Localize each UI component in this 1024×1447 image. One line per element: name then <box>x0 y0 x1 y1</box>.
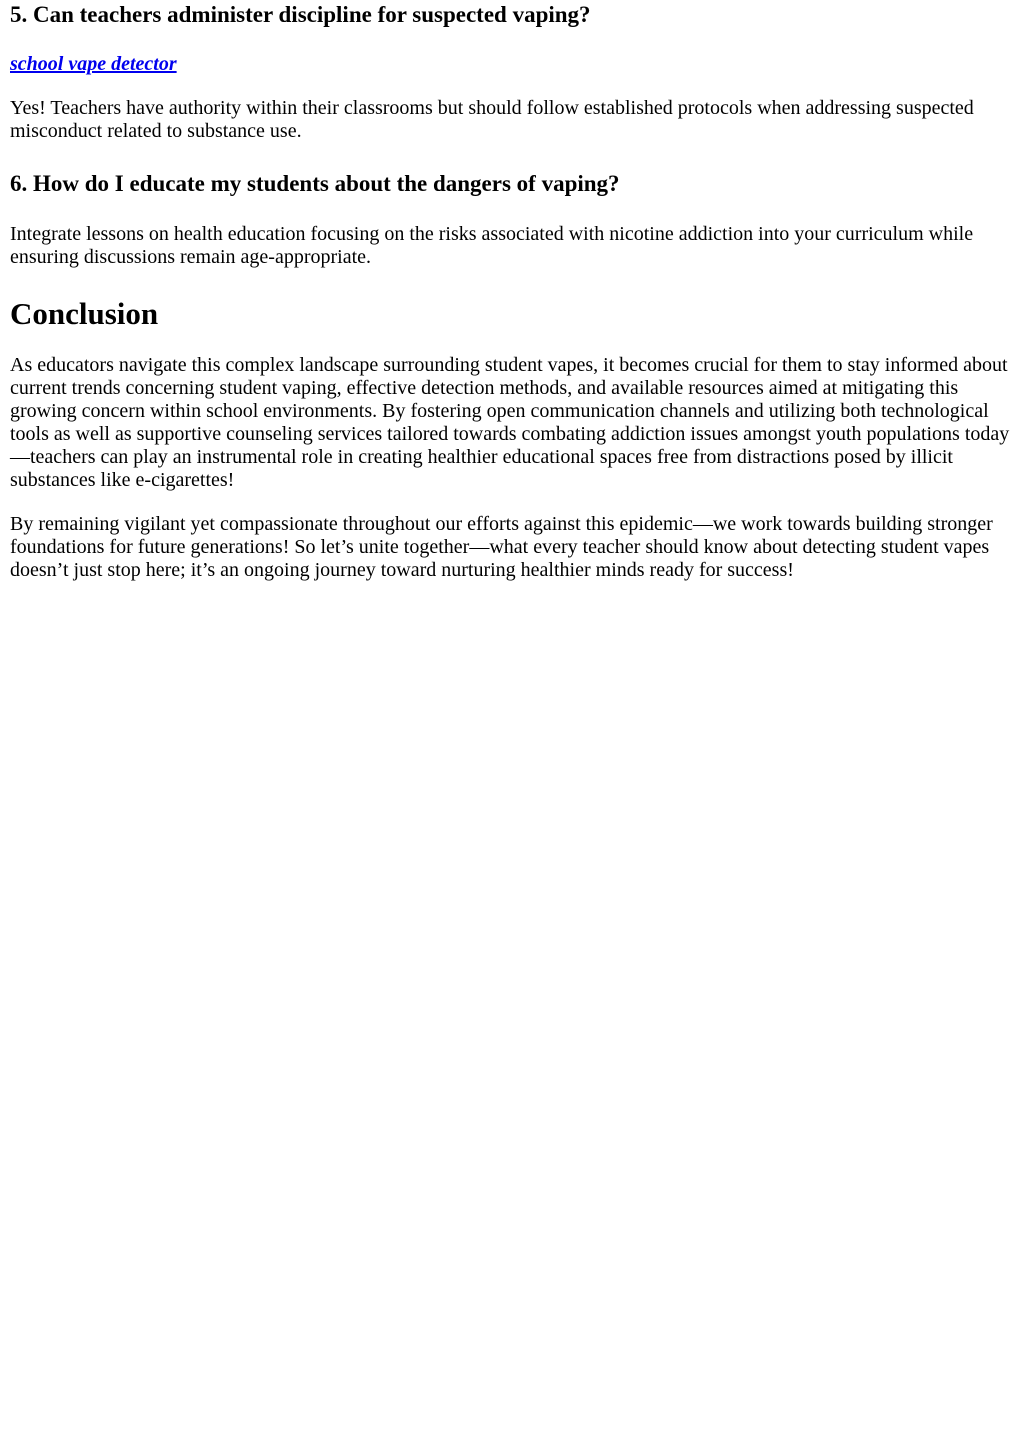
conclusion-heading: Conclusion <box>10 296 159 331</box>
article-body <box>0 1 1024 582</box>
faq-answer-5: Yes! Teachers have authority within their classrooms but should follow established protocols when addressing suspected misconduct related to substance use. <box>10 97 974 142</box>
faq-question-5-heading: 5. Can teachers administer discipline for suspected vaping? <box>10 2 591 27</box>
school-vape-detector-link[interactable]: school vape detector <box>10 53 177 75</box>
link-paragraph <box>10 53 1014 76</box>
faq-question-6-heading: 6. How do I educate my students about the dangers of vaping? <box>10 171 620 196</box>
conclusion-paragraph-1: As educators navigate this complex landscape surrounding student vapes, it becomes crucial for them to stay informed about current trends concerning student vaping, effective detection methods, and available resources aimed at mitigating this growing concern within school environments. By fostering open communication channels and utilizing both technological tools as well as supportive counseling services tailored towards combating addiction issues amongst youth populations today—teachers can play an instrumental role in creating healthier educational spaces free from distractions posed by illicit substances like e-cigarettes! <box>10 354 1010 491</box>
conclusion-paragraph-2: By remaining vigilant yet compassionate throughout our efforts against this epidemic—we work towards building stronger foundations for future generations! So let’s unite together—what every teacher should know about detecting student vapes doesn’t just stop here; it’s an ongoing journey toward nurturing healthier minds ready for success! <box>10 513 993 581</box>
faq-answer-6: Integrate lessons on health education focusing on the risks associated with nicotine addiction into your curriculum while ensuring discussions remain age-appropriate. <box>10 223 974 268</box>
